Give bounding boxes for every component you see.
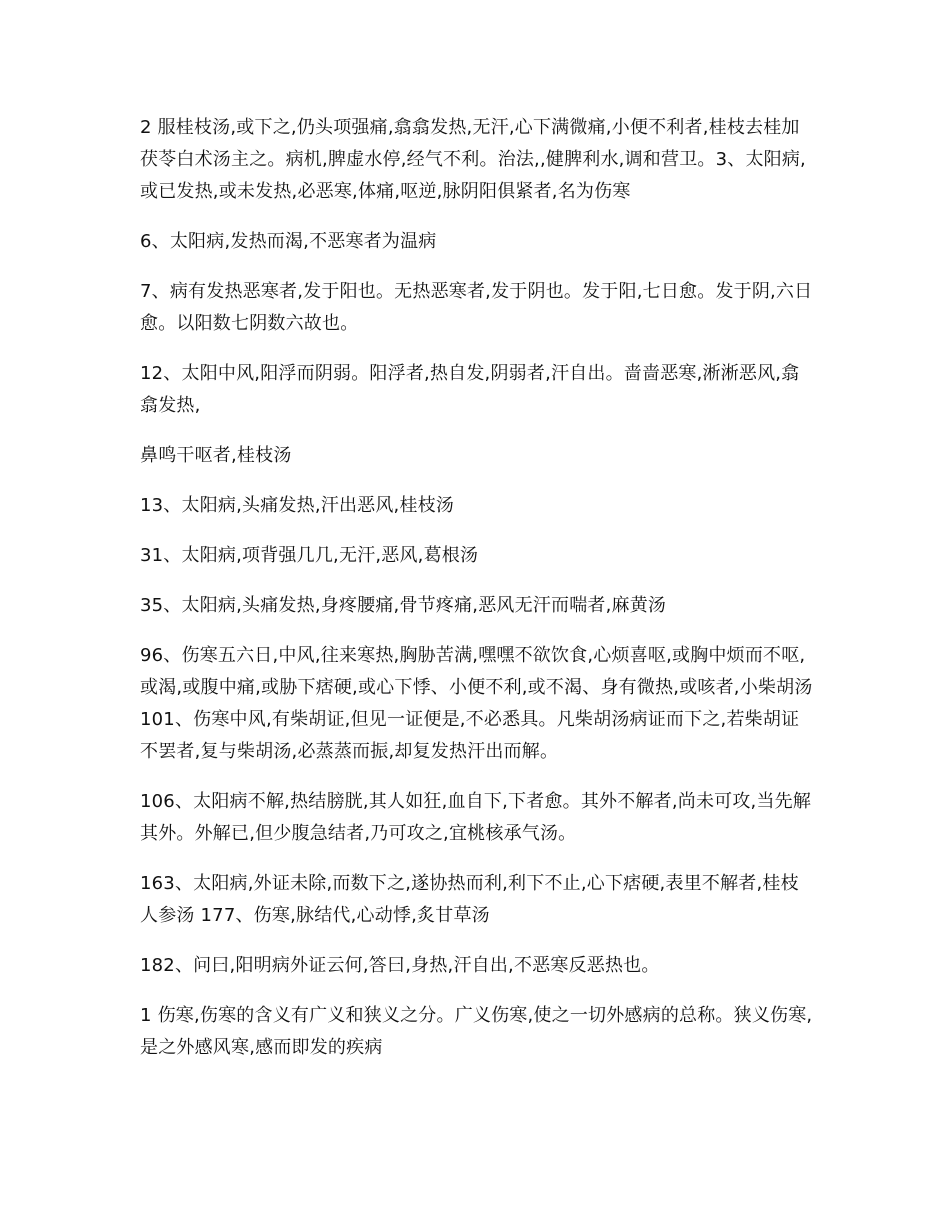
paragraph-shanghan-definition: 1 伤寒,伤寒的含义有广义和狭义之分。广义伤寒,使之一切外感病的总称。狭义伤寒,是之外感风寒,感而即发的疾病 [140,1005,813,1058]
paragraph-clause-163-177: 163、太阳病,外证未除,而数下之,遂协热而利,利下不止,心下痞硬,表里不解者,桂枝人参汤 177、伤寒,脉结代,心动悸,炙甘草汤 [140,873,799,926]
paragraph-clause-182: 182、问曰,阳明病外证云何,答曰,身热,汗自出,不恶寒反恶热也。 [140,955,660,976]
paragraph-clause-12-continued: 鼻鸣干呕者,桂枝汤 [140,445,292,466]
document-body [140,112,815,1082]
paragraph-clause-13: 13、太阳病,头痛发热,汗出恶风,桂枝汤 [140,495,455,516]
paragraph-clause-6: 6、太阳病,发热而渴,不恶寒者为温病 [140,231,437,252]
paragraph-clause-7: 7、病有发热恶寒者,发于阳也。无热恶寒者,发于阴也。发于阳,七日愈。发于阴,六日愈。以阳数七阴数六故也。 [140,281,813,334]
paragraph-clause-106: 106、太阳病不解,热结膀胱,其人如狂,血自下,下者愈。其外不解者,尚未可攻,当先解其外。外解已,但少腹急结者,乃可攻之,宜桃核承气汤。 [140,791,812,844]
paragraph-clause-31: 31、太阳病,项背强几几,无汗,恶风,葛根汤 [140,545,479,566]
paragraph-clause-96-101: 96、伤寒五六日,中风,往来寒热,胸胁苦满,嘿嘿不欲饮食,心烦喜呕,或胸中烦而不呕,或渴,或腹中痛,或胁下痞硬,或心下悸、小便不利,或不渴、身有微热,或咳者,小柴胡汤 101、伤寒中风,有柴胡证,但见一证便是,不必悉具。凡柴胡汤病证而下之,若柴胡证不罢者,复与柴胡汤,必蒸蒸而振,却复发热汗出而解。 [140,645,813,762]
paragraph-guizhi-qugui: 2 服桂枝汤,或下之,仍头项强痛,翕翕发热,无汗,心下满微痛,小便不利者,桂枝去桂加茯苓白术汤主之。病机,脾虚水停,经气不利。治法,,健脾利水,调和营卫。3、太阳病,或已发热,或未发热,必恶寒,体痛,呕逆,脉阴阳俱紧者,名为伤寒 [140,117,806,202]
paragraph-clause-12: 12、太阳中风,阳浮而阴弱。阳浮者,热自发,阴弱者,汗自出。啬啬恶寒,淅淅恶风,翕翕发热, [140,363,800,416]
paragraph-clause-35: 35、太阳病,头痛发热,身疼腰痛,骨节疼痛,恶风无汗而喘者,麻黄汤 [140,595,667,616]
